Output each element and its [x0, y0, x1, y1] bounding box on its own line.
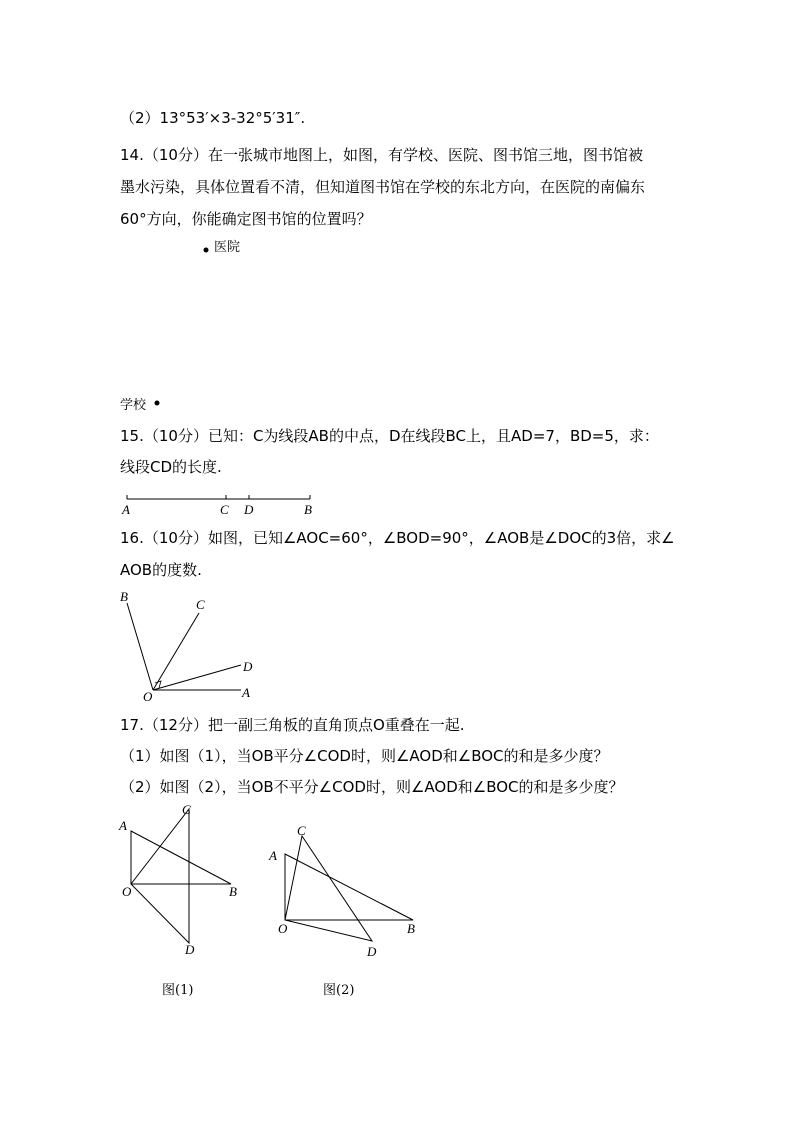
- fig1-label-c: C: [182, 802, 191, 817]
- fig1-label-d: D: [185, 942, 195, 957]
- fig2-caption: 图(2): [323, 983, 355, 998]
- label-d: D: [243, 659, 253, 674]
- q14-line3: 60°方向，你能确定图书馆的位置吗？: [120, 210, 372, 228]
- label-a: A: [242, 685, 250, 700]
- hospital-label: 医院: [214, 240, 241, 255]
- q17-figure-2: [265, 820, 425, 965]
- fig1-label-o: O: [122, 884, 132, 899]
- q14-line2: 墨水污染，具体位置看不清，但知道图书馆在学校的东北方向，在医院的南偏东: [120, 178, 646, 196]
- triangle-aob: [285, 854, 413, 920]
- q17-line3: （2）如图（2），当OB不平分∠COD时，则∠AOD和∠BOC的和是多少度？: [120, 778, 624, 796]
- q15-line1: 15.（10分）已知：C为线段AB的中点，D在线段BC上，且AD=7，BD=5，求：: [120, 427, 659, 445]
- fig2-label-b: B: [407, 921, 415, 936]
- fig1-label-b: B: [229, 884, 237, 899]
- q15-segment-figure: [115, 488, 325, 518]
- point-c-label: C: [220, 502, 229, 517]
- q16-angle-figure: [110, 585, 270, 705]
- q16-line2: AOB的度数.: [120, 561, 202, 579]
- q14-line1: 14.（10分）在一张城市地图上，如图，有学校、医院、图书馆三地，图书馆被: [120, 146, 643, 164]
- fig2-label-a: A: [269, 848, 277, 863]
- fig2-label-o: O: [278, 921, 288, 936]
- school-label: 学校: [120, 398, 147, 413]
- point-a-label: A: [122, 502, 130, 517]
- q16-line1: 16.（10分）如图，已知∠AOC=60°，∠BOD=90°，∠AOB是∠DOC的3倍，求∠: [120, 529, 675, 547]
- q17-line2: （1）如图（1），当OB平分∠COD时，则∠AOD和∠BOC的和是多少度？: [120, 747, 609, 765]
- label-c: C: [196, 597, 205, 612]
- fig1-label-a: A: [119, 818, 127, 833]
- q13-part2-text: （2）13°53′×3-32°5′31″.: [120, 109, 306, 127]
- triangle-cod: [131, 809, 189, 943]
- q17-line1: 17.（12分）把一副三角板的直角顶点O重叠在一起.: [120, 716, 465, 734]
- school-dot: [155, 401, 160, 406]
- ray-ob: [127, 603, 153, 690]
- q14-map-figure: [115, 230, 275, 420]
- fig2-label-c: C: [297, 823, 306, 838]
- q15-line2: 线段CD的长度.: [120, 458, 222, 476]
- fig2-label-d: D: [367, 944, 377, 959]
- point-b-label: B: [304, 502, 312, 517]
- label-o: O: [143, 689, 153, 704]
- triangle-cod: [285, 836, 372, 941]
- triangle-aob: [131, 831, 231, 884]
- fig1-caption: 图(1): [162, 983, 194, 998]
- point-d-label: D: [244, 502, 254, 517]
- label-b: B: [120, 589, 128, 604]
- hospital-dot: [204, 248, 209, 253]
- q17-figure-1: [113, 800, 253, 960]
